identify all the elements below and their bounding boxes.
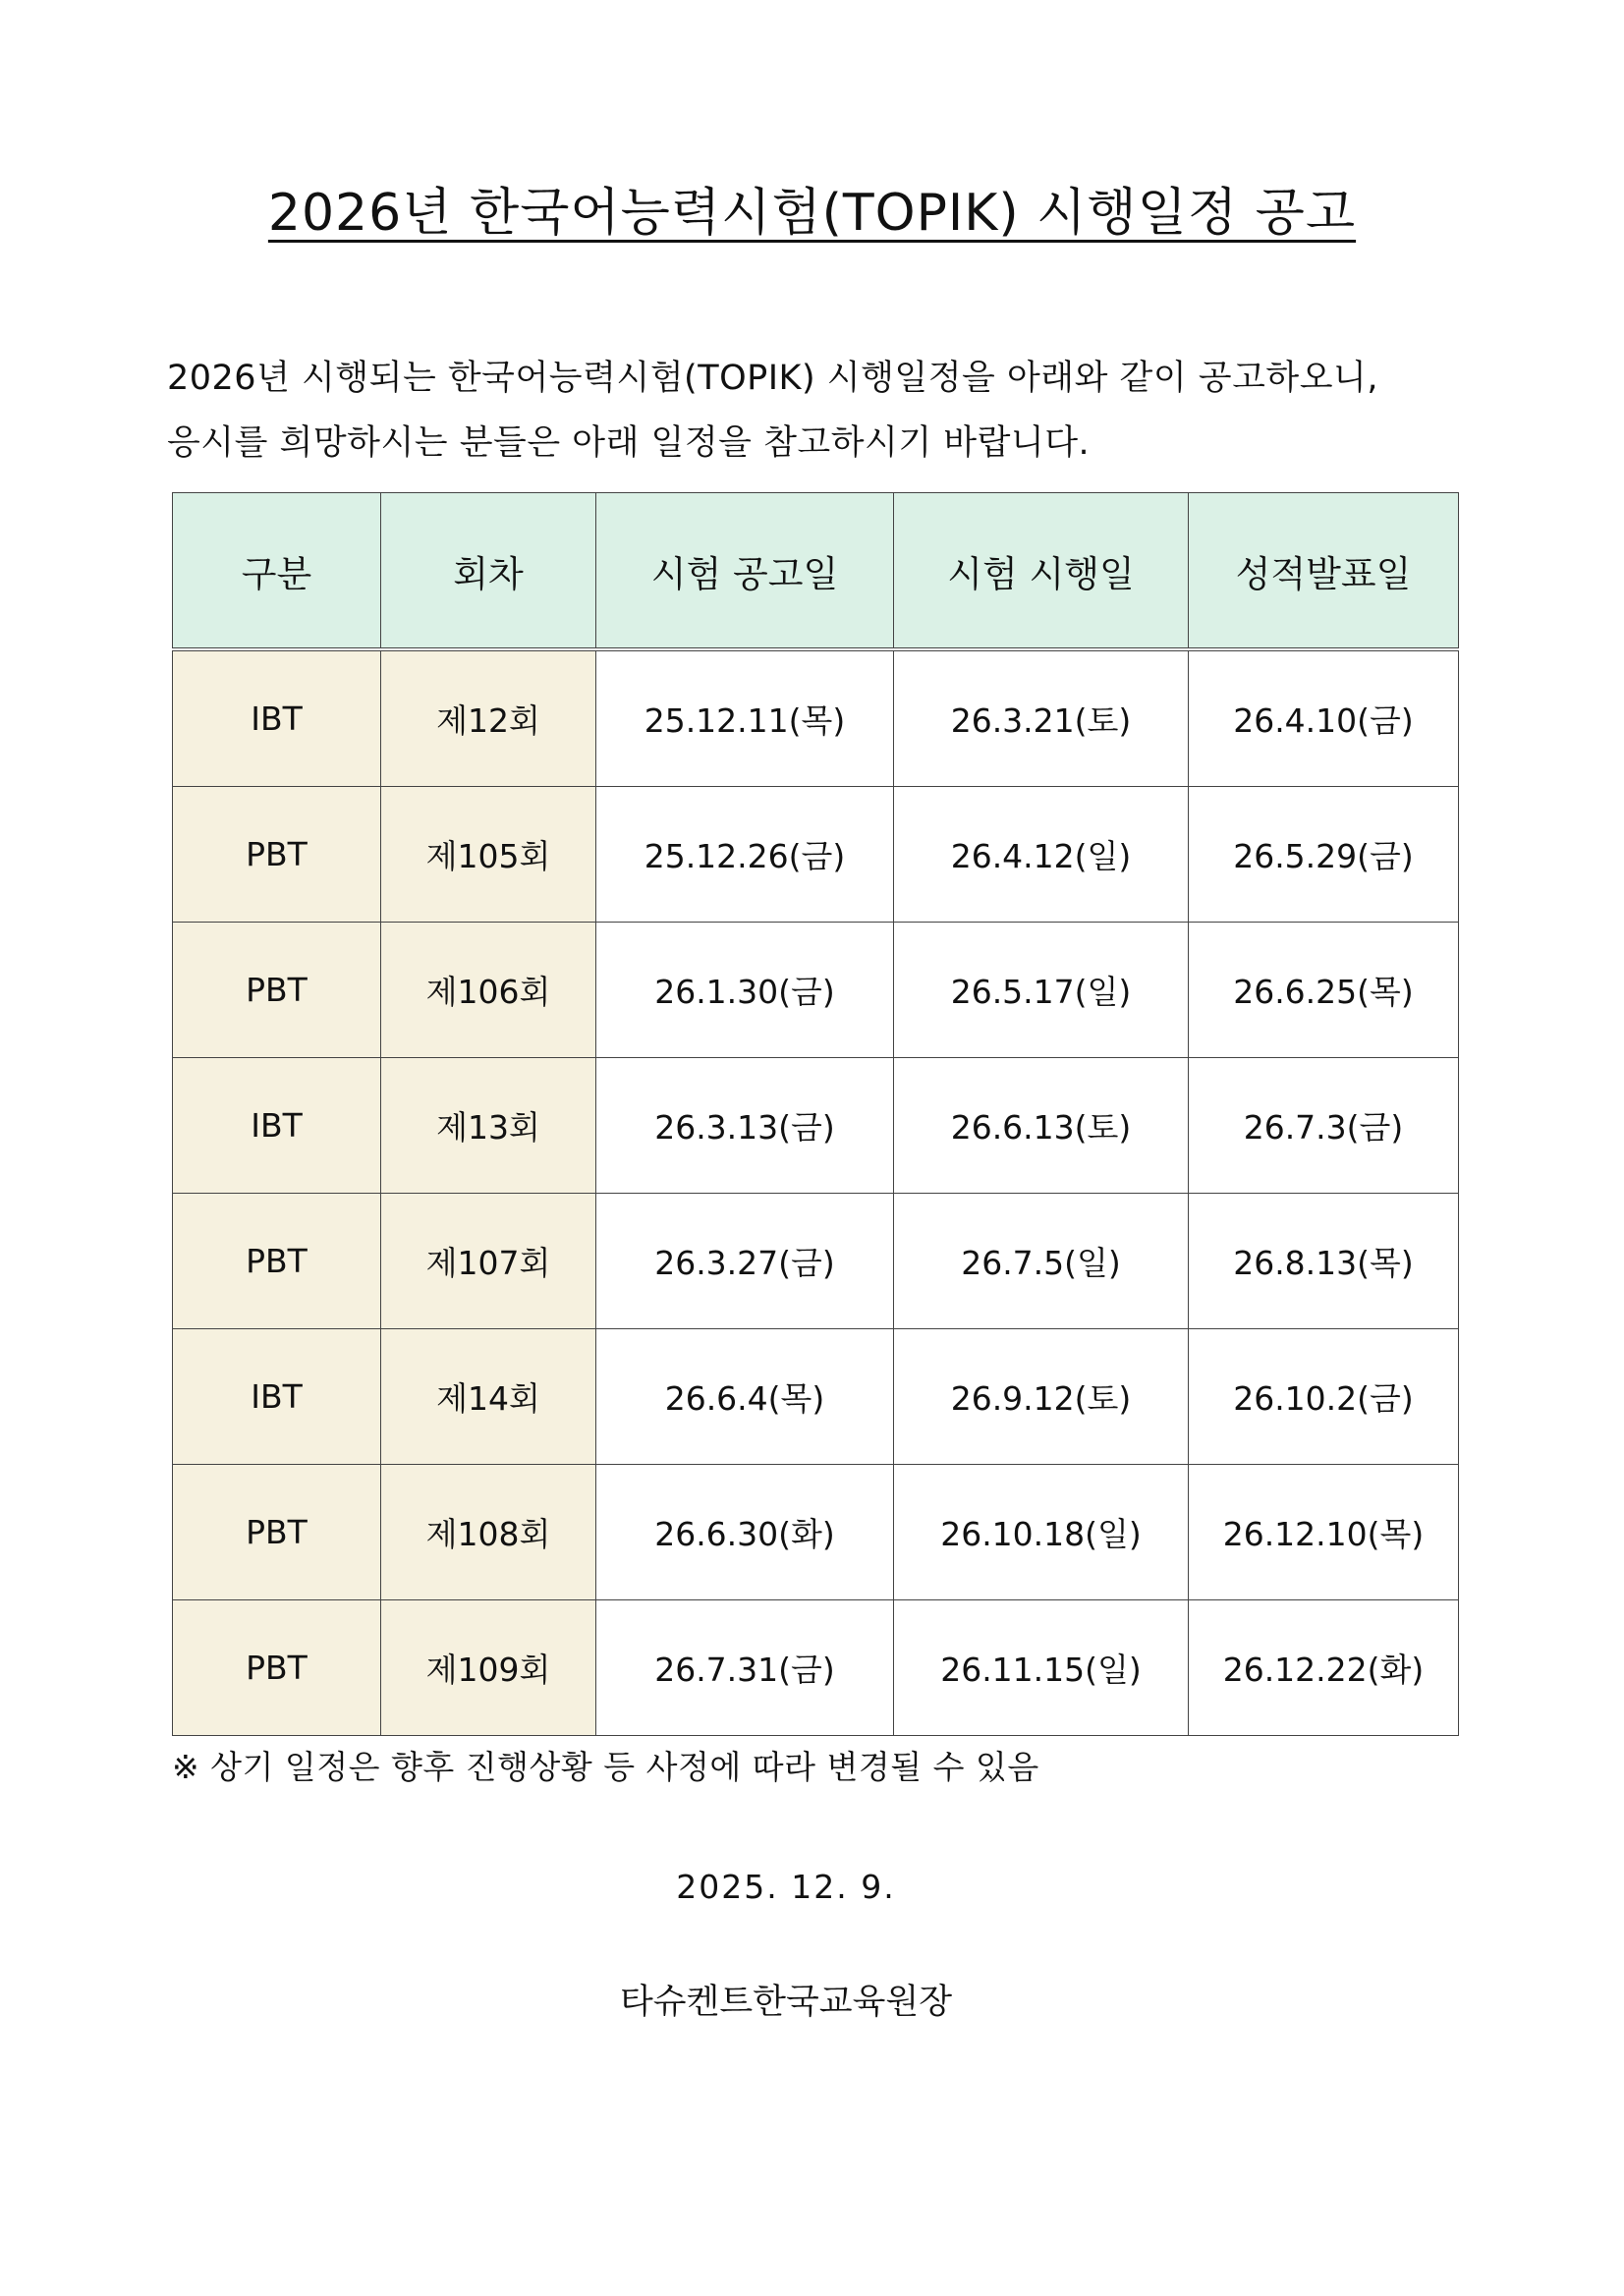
intro-line-1: 2026년 시행되는 한국어능력시험(TOPIK) 시행일정을 아래와 같이 공고하오니,	[167, 359, 1378, 398]
cell-exam-date: 26.6.13(토)	[894, 1058, 1189, 1194]
issuer-name: 타슈켄트한국교육원장	[619, 1983, 953, 2022]
table-row	[173, 1329, 1459, 1465]
cell-round: 제12회	[381, 649, 596, 787]
cell-round: 제14회	[381, 1329, 596, 1465]
intro-line-2: 응시를 희망하시는 분들은 아래 일정을 참고하시기 바랍니다.	[167, 423, 1091, 463]
cell-result-date: 26.7.3(금)	[1189, 1058, 1459, 1194]
schedule-table	[172, 492, 1459, 1736]
cell-result-date: 26.8.13(목)	[1189, 1194, 1459, 1329]
table-row	[173, 923, 1459, 1058]
header-result-date: 성적발표일	[1189, 493, 1459, 650]
cell-exam-date: 26.3.21(토)	[894, 649, 1189, 787]
cell-announce-date: 26.7.31(금)	[596, 1600, 894, 1736]
cell-exam-date: 26.10.18(일)	[894, 1465, 1189, 1600]
cell-announce-date: 26.3.13(금)	[596, 1058, 894, 1194]
cell-type: PBT	[173, 1194, 381, 1329]
cell-type: PBT	[173, 1600, 381, 1736]
cell-exam-date: 26.4.12(일)	[894, 787, 1189, 923]
footnote: ※ 상기 일정은 향후 진행상황 등 사정에 따라 변경될 수 있음	[172, 1748, 1039, 1786]
cell-exam-date: 26.5.17(일)	[894, 923, 1189, 1058]
table-header-row	[173, 493, 1459, 650]
cell-type: PBT	[173, 923, 381, 1058]
cell-round: 제108회	[381, 1465, 596, 1600]
cell-result-date: 26.10.2(금)	[1189, 1329, 1459, 1465]
cell-exam-date: 26.9.12(토)	[894, 1329, 1189, 1465]
cell-result-date: 26.6.25(목)	[1189, 923, 1459, 1058]
cell-announce-date: 26.3.27(금)	[596, 1194, 894, 1329]
table-row	[173, 1465, 1459, 1600]
header-exam-date: 시험 시행일	[894, 493, 1189, 650]
header-announce-date: 시험 공고일	[596, 493, 894, 650]
cell-round: 제13회	[381, 1058, 596, 1194]
cell-announce-date: 26.6.30(화)	[596, 1465, 894, 1600]
cell-type: IBT	[173, 1058, 381, 1194]
header-type: 구분	[173, 493, 381, 650]
cell-round: 제107회	[381, 1194, 596, 1329]
table-row	[173, 1058, 1459, 1194]
cell-result-date: 26.12.10(목)	[1189, 1465, 1459, 1600]
cell-announce-date: 25.12.11(목)	[596, 649, 894, 787]
cell-announce-date: 26.6.4(목)	[596, 1329, 894, 1465]
header-round: 회차	[381, 493, 596, 650]
cell-type: IBT	[173, 649, 381, 787]
document-title-text: 2026년 한국어능력시험(TOPIK) 시행일정 공고	[267, 184, 1357, 243]
cell-type: PBT	[173, 1465, 381, 1600]
cell-exam-date: 26.7.5(일)	[894, 1194, 1189, 1329]
intro-paragraph	[167, 346, 1523, 476]
table-row	[173, 787, 1459, 923]
cell-round: 제105회	[381, 787, 596, 923]
cell-type: PBT	[173, 787, 381, 923]
cell-round: 제109회	[381, 1600, 596, 1736]
issue-date: 2025. 12. 9.	[676, 1868, 896, 1906]
table-row	[173, 1194, 1459, 1329]
cell-round: 제106회	[381, 923, 596, 1058]
cell-exam-date: 26.11.15(일)	[894, 1600, 1189, 1736]
cell-announce-date: 25.12.26(금)	[596, 787, 894, 923]
cell-result-date: 26.4.10(금)	[1189, 649, 1459, 787]
table-row	[173, 1600, 1459, 1736]
cell-type: IBT	[173, 1329, 381, 1465]
cell-result-date: 26.5.29(금)	[1189, 787, 1459, 923]
cell-result-date: 26.12.22(화)	[1189, 1600, 1459, 1736]
table-row	[173, 649, 1459, 787]
cell-announce-date: 26.1.30(금)	[596, 923, 894, 1058]
document-title	[0, 179, 1624, 248]
